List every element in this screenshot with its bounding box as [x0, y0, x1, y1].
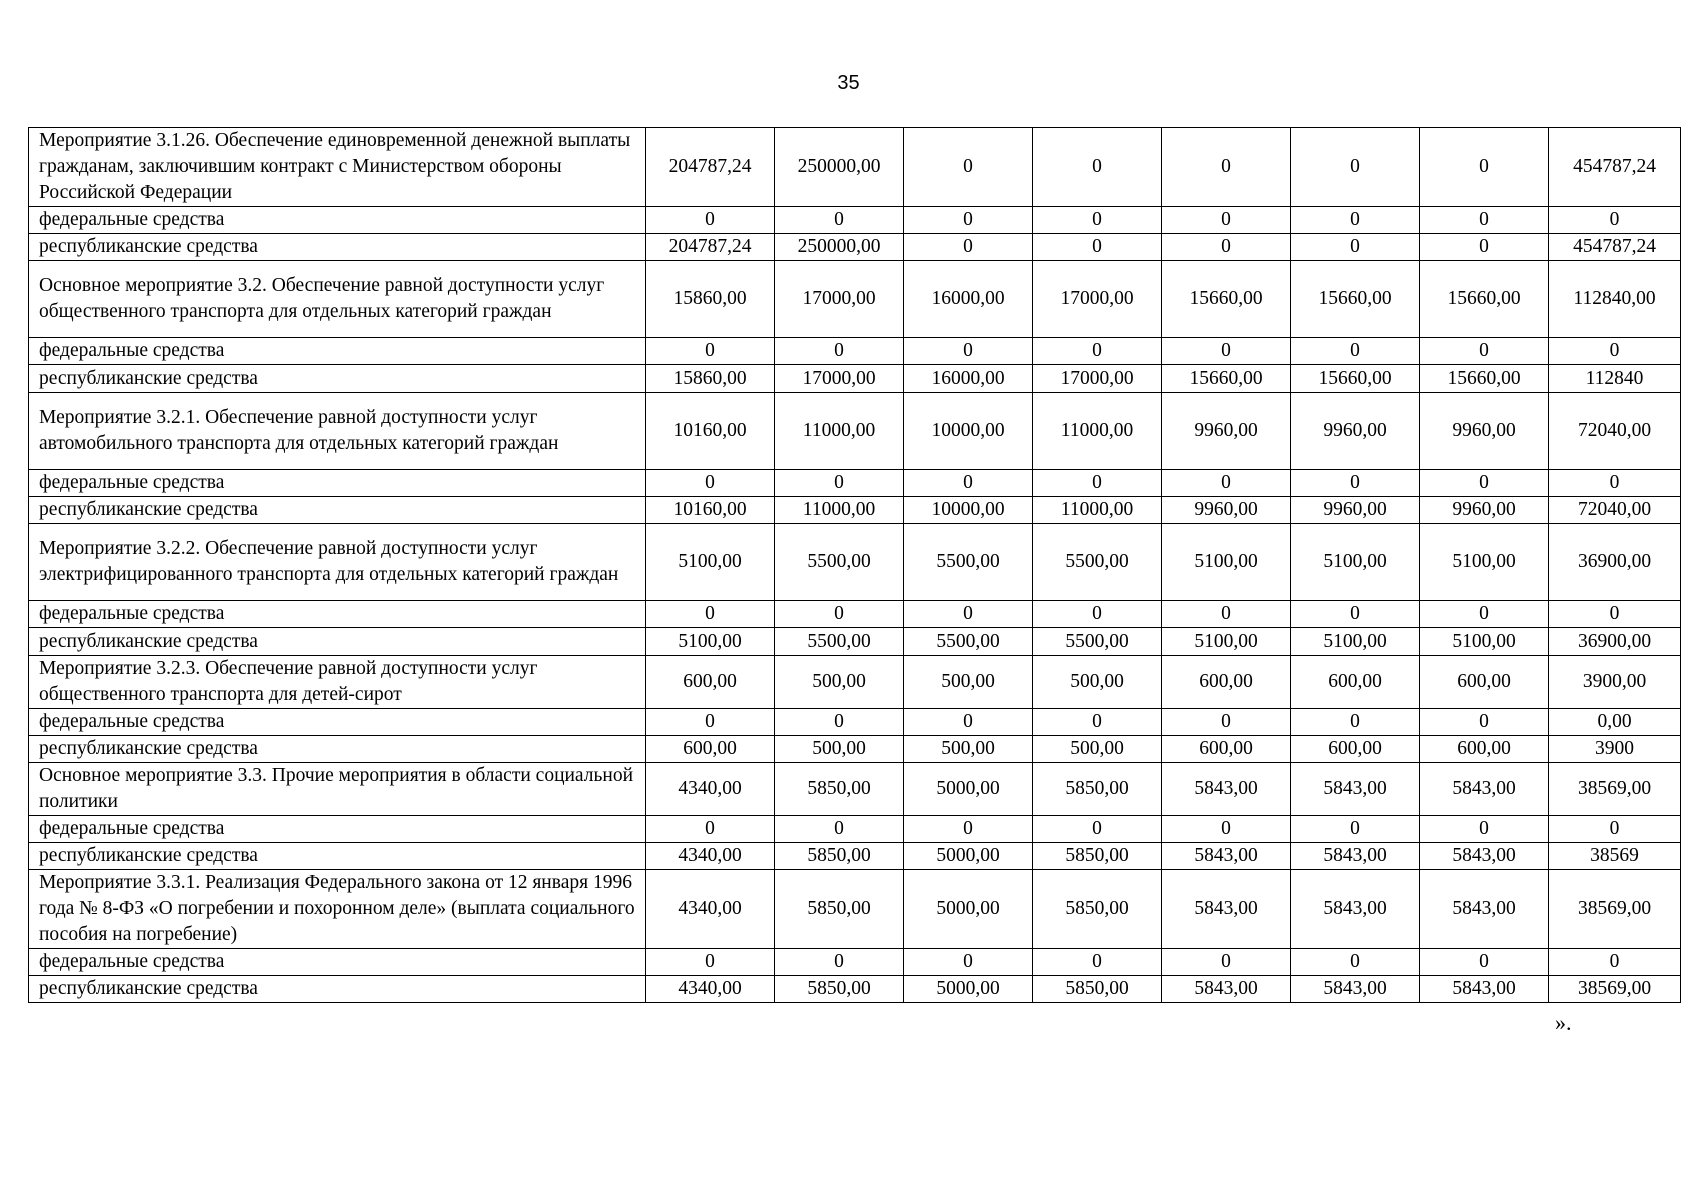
- row-label: Мероприятие 3.2.2. Обеспечение равной доступности услуг электрифицированного транспорта для отдельных категорий граждан: [29, 524, 646, 601]
- value-cell: 5850,00: [775, 763, 904, 816]
- value-cell: 0: [1033, 338, 1162, 365]
- table-row: [29, 976, 1681, 1003]
- value-cell: 4340,00: [646, 763, 775, 816]
- value-cell: 9960,00: [1291, 393, 1420, 470]
- row-label: федеральные средства: [29, 338, 646, 365]
- value-cell: 5843,00: [1291, 763, 1420, 816]
- value-cell: 0: [1420, 816, 1549, 843]
- value-cell: 5850,00: [1033, 843, 1162, 870]
- value-cell: 0: [1162, 949, 1291, 976]
- value-cell: 500,00: [775, 736, 904, 763]
- value-cell: 0: [1291, 234, 1420, 261]
- value-cell: 0: [1549, 207, 1681, 234]
- value-cell: 11000,00: [1033, 497, 1162, 524]
- value-cell: 250000,00: [775, 234, 904, 261]
- value-cell: 5843,00: [1420, 870, 1549, 949]
- value-cell: 0: [904, 949, 1033, 976]
- value-cell: 10160,00: [646, 497, 775, 524]
- value-cell: 5850,00: [1033, 763, 1162, 816]
- table-row: [29, 524, 1681, 601]
- value-cell: 17000,00: [775, 365, 904, 393]
- value-cell: 9960,00: [1162, 393, 1291, 470]
- value-cell: 5100,00: [1420, 524, 1549, 601]
- value-cell: 0: [1033, 207, 1162, 234]
- value-cell: 5100,00: [1162, 524, 1291, 601]
- value-cell: 0: [1162, 207, 1291, 234]
- value-cell: 0: [646, 470, 775, 497]
- value-cell: 0: [1291, 816, 1420, 843]
- value-cell: 0: [904, 128, 1033, 207]
- value-cell: 454787,24: [1549, 128, 1681, 207]
- value-cell: 5000,00: [904, 843, 1033, 870]
- value-cell: 0: [646, 949, 775, 976]
- value-cell: 0: [1033, 128, 1162, 207]
- value-cell: 16000,00: [904, 365, 1033, 393]
- value-cell: 5100,00: [1420, 628, 1549, 656]
- value-cell: 0: [775, 207, 904, 234]
- value-cell: 5500,00: [775, 628, 904, 656]
- value-cell: 5000,00: [904, 763, 1033, 816]
- row-label: Мероприятие 3.3.1. Реализация Федерального закона от 12 января 1996 года № 8-ФЗ «О погребении и похоронном деле» (выплата социального пособия на погребение): [29, 870, 646, 949]
- value-cell: 500,00: [1033, 656, 1162, 709]
- value-cell: 36900,00: [1549, 628, 1681, 656]
- value-cell: 5100,00: [646, 524, 775, 601]
- value-cell: 0: [904, 234, 1033, 261]
- value-cell: 0: [1162, 338, 1291, 365]
- budget-table: [28, 127, 1681, 1003]
- value-cell: 5850,00: [775, 976, 904, 1003]
- value-cell: 600,00: [1291, 656, 1420, 709]
- value-cell: 0: [1420, 338, 1549, 365]
- page-number: 35: [837, 72, 860, 94]
- value-cell: 0: [775, 338, 904, 365]
- value-cell: 5843,00: [1162, 976, 1291, 1003]
- value-cell: 0: [1420, 207, 1549, 234]
- row-label: Мероприятие 3.2.1. Обеспечение равной доступности услуг автомобильного транспорта для отдельных категорий граждан: [29, 393, 646, 470]
- value-cell: 17000,00: [1033, 365, 1162, 393]
- value-cell: 204787,24: [646, 128, 775, 207]
- row-label: республиканские средства: [29, 497, 646, 524]
- value-cell: 600,00: [1420, 656, 1549, 709]
- value-cell: 600,00: [646, 656, 775, 709]
- value-cell: 5100,00: [646, 628, 775, 656]
- table-row: [29, 870, 1681, 949]
- value-cell: 0: [1162, 128, 1291, 207]
- value-cell: 0: [646, 338, 775, 365]
- row-label: Мероприятие 3.1.26. Обеспечение единовременной денежной выплаты гражданам, заключившим контракт с Министерством обороны Российской Федерации: [29, 128, 646, 207]
- table-row: [29, 763, 1681, 816]
- value-cell: 5000,00: [904, 976, 1033, 1003]
- table-row: [29, 365, 1681, 393]
- value-cell: 204787,24: [646, 234, 775, 261]
- table-row: [29, 393, 1681, 470]
- value-cell: 5843,00: [1291, 870, 1420, 949]
- value-cell: 0: [1033, 949, 1162, 976]
- row-label: республиканские средства: [29, 736, 646, 763]
- value-cell: 38569,00: [1549, 763, 1681, 816]
- row-label: республиканские средства: [29, 843, 646, 870]
- value-cell: 5500,00: [775, 524, 904, 601]
- value-cell: 0: [904, 470, 1033, 497]
- row-label: республиканские средства: [29, 628, 646, 656]
- row-label: федеральные средства: [29, 601, 646, 628]
- table-row: [29, 470, 1681, 497]
- value-cell: 17000,00: [775, 261, 904, 338]
- value-cell: 5500,00: [904, 628, 1033, 656]
- value-cell: 5843,00: [1162, 763, 1291, 816]
- value-cell: 0: [904, 207, 1033, 234]
- value-cell: 5843,00: [1420, 843, 1549, 870]
- value-cell: 0: [1033, 234, 1162, 261]
- value-cell: 0: [1033, 470, 1162, 497]
- table-row: [29, 338, 1681, 365]
- row-label: федеральные средства: [29, 709, 646, 736]
- value-cell: 15660,00: [1162, 365, 1291, 393]
- table-row: [29, 628, 1681, 656]
- value-cell: 38569,00: [1549, 870, 1681, 949]
- value-cell: 0: [646, 601, 775, 628]
- value-cell: 5850,00: [775, 870, 904, 949]
- value-cell: 0: [775, 601, 904, 628]
- value-cell: 5850,00: [1033, 870, 1162, 949]
- value-cell: 0: [775, 949, 904, 976]
- table-row: [29, 497, 1681, 524]
- value-cell: 5500,00: [1033, 628, 1162, 656]
- value-cell: 0: [775, 470, 904, 497]
- value-cell: 9960,00: [1162, 497, 1291, 524]
- value-cell: 500,00: [775, 656, 904, 709]
- value-cell: 0: [1549, 338, 1681, 365]
- value-cell: 5500,00: [1033, 524, 1162, 601]
- value-cell: 5843,00: [1420, 976, 1549, 1003]
- value-cell: 4340,00: [646, 976, 775, 1003]
- closing-quote: ».: [1555, 1010, 1572, 1035]
- value-cell: 454787,24: [1549, 234, 1681, 261]
- row-label: федеральные средства: [29, 470, 646, 497]
- value-cell: 0: [1291, 601, 1420, 628]
- value-cell: 5000,00: [904, 870, 1033, 949]
- value-cell: 0: [1549, 470, 1681, 497]
- value-cell: 0: [904, 601, 1033, 628]
- value-cell: 600,00: [646, 736, 775, 763]
- value-cell: 0: [1291, 338, 1420, 365]
- value-cell: 600,00: [1162, 656, 1291, 709]
- row-label: Мероприятие 3.2.3. Обеспечение равной доступности услуг общественного транспорта для детей-сирот: [29, 656, 646, 709]
- value-cell: 0: [646, 816, 775, 843]
- row-label: федеральные средства: [29, 816, 646, 843]
- value-cell: 0: [1291, 470, 1420, 497]
- value-cell: 4340,00: [646, 843, 775, 870]
- table-row: [29, 234, 1681, 261]
- table-row: [29, 128, 1681, 207]
- value-cell: 11000,00: [775, 497, 904, 524]
- table-row: [29, 207, 1681, 234]
- table-body: [29, 128, 1681, 1003]
- row-label: федеральные средства: [29, 207, 646, 234]
- value-cell: 5850,00: [1033, 976, 1162, 1003]
- value-cell: 0: [1549, 601, 1681, 628]
- row-label: федеральные средства: [29, 949, 646, 976]
- value-cell: 0: [646, 207, 775, 234]
- value-cell: 500,00: [904, 736, 1033, 763]
- value-cell: 0: [1291, 949, 1420, 976]
- value-cell: 500,00: [904, 656, 1033, 709]
- value-cell: 72040,00: [1549, 497, 1681, 524]
- row-label: Основное мероприятие 3.2. Обеспечение равной доступности услуг общественного транспорта для отдельных категорий граждан: [29, 261, 646, 338]
- value-cell: 600,00: [1291, 736, 1420, 763]
- value-cell: 10000,00: [904, 393, 1033, 470]
- table-row: [29, 656, 1681, 709]
- value-cell: 5843,00: [1162, 843, 1291, 870]
- value-cell: 4340,00: [646, 870, 775, 949]
- row-label: республиканские средства: [29, 234, 646, 261]
- value-cell: 10160,00: [646, 393, 775, 470]
- value-cell: 15660,00: [1291, 365, 1420, 393]
- value-cell: 0: [1420, 234, 1549, 261]
- table-row: [29, 709, 1681, 736]
- table-row: [29, 736, 1681, 763]
- value-cell: 5843,00: [1291, 843, 1420, 870]
- value-cell: 112840: [1549, 365, 1681, 393]
- table-row: [29, 949, 1681, 976]
- value-cell: 0: [646, 709, 775, 736]
- value-cell: 5100,00: [1162, 628, 1291, 656]
- value-cell: 0: [775, 816, 904, 843]
- value-cell: 0: [1420, 601, 1549, 628]
- value-cell: 36900,00: [1549, 524, 1681, 601]
- value-cell: 5100,00: [1291, 524, 1420, 601]
- value-cell: 0: [1162, 470, 1291, 497]
- value-cell: 0: [1291, 709, 1420, 736]
- value-cell: 11000,00: [775, 393, 904, 470]
- table-row: [29, 261, 1681, 338]
- value-cell: 38569: [1549, 843, 1681, 870]
- value-cell: 10000,00: [904, 497, 1033, 524]
- value-cell: 0: [1291, 128, 1420, 207]
- value-cell: 9960,00: [1291, 497, 1420, 524]
- value-cell: 9960,00: [1420, 393, 1549, 470]
- value-cell: 0: [904, 338, 1033, 365]
- value-cell: 3900,00: [1549, 656, 1681, 709]
- value-cell: 0: [1549, 816, 1681, 843]
- value-cell: 0: [1420, 709, 1549, 736]
- table-row: [29, 816, 1681, 843]
- value-cell: 5100,00: [1291, 628, 1420, 656]
- value-cell: 0: [1033, 709, 1162, 736]
- value-cell: 15860,00: [646, 365, 775, 393]
- value-cell: 0: [1420, 470, 1549, 497]
- value-cell: 600,00: [1420, 736, 1549, 763]
- value-cell: 0: [904, 816, 1033, 843]
- row-label: республиканские средства: [29, 976, 646, 1003]
- value-cell: 0: [1162, 709, 1291, 736]
- value-cell: 16000,00: [904, 261, 1033, 338]
- value-cell: 0: [1033, 601, 1162, 628]
- value-cell: 0: [1291, 207, 1420, 234]
- value-cell: 5850,00: [775, 843, 904, 870]
- value-cell: 17000,00: [1033, 261, 1162, 338]
- value-cell: 15860,00: [646, 261, 775, 338]
- table-row: [29, 601, 1681, 628]
- value-cell: 72040,00: [1549, 393, 1681, 470]
- value-cell: 0: [1420, 949, 1549, 976]
- value-cell: 0: [904, 709, 1033, 736]
- value-cell: 0: [1549, 949, 1681, 976]
- value-cell: 15660,00: [1291, 261, 1420, 338]
- value-cell: 5843,00: [1162, 870, 1291, 949]
- value-cell: 0: [1162, 234, 1291, 261]
- row-label: Основное мероприятие 3.3. Прочие мероприятия в области социальной политики: [29, 763, 646, 816]
- value-cell: 600,00: [1162, 736, 1291, 763]
- value-cell: 15660,00: [1420, 261, 1549, 338]
- value-cell: 112840,00: [1549, 261, 1681, 338]
- value-cell: 5843,00: [1420, 763, 1549, 816]
- value-cell: 0: [1162, 816, 1291, 843]
- value-cell: 9960,00: [1420, 497, 1549, 524]
- value-cell: 5843,00: [1291, 976, 1420, 1003]
- row-label: республиканские средства: [29, 365, 646, 393]
- value-cell: 0: [1420, 128, 1549, 207]
- value-cell: 11000,00: [1033, 393, 1162, 470]
- value-cell: 38569,00: [1549, 976, 1681, 1003]
- value-cell: 500,00: [1033, 736, 1162, 763]
- value-cell: 0: [1162, 601, 1291, 628]
- value-cell: 5500,00: [904, 524, 1033, 601]
- value-cell: 15660,00: [1162, 261, 1291, 338]
- value-cell: 250000,00: [775, 128, 904, 207]
- value-cell: 3900: [1549, 736, 1681, 763]
- value-cell: 0: [1033, 816, 1162, 843]
- value-cell: 0,00: [1549, 709, 1681, 736]
- value-cell: 15660,00: [1420, 365, 1549, 393]
- value-cell: 0: [775, 709, 904, 736]
- table-row: [29, 843, 1681, 870]
